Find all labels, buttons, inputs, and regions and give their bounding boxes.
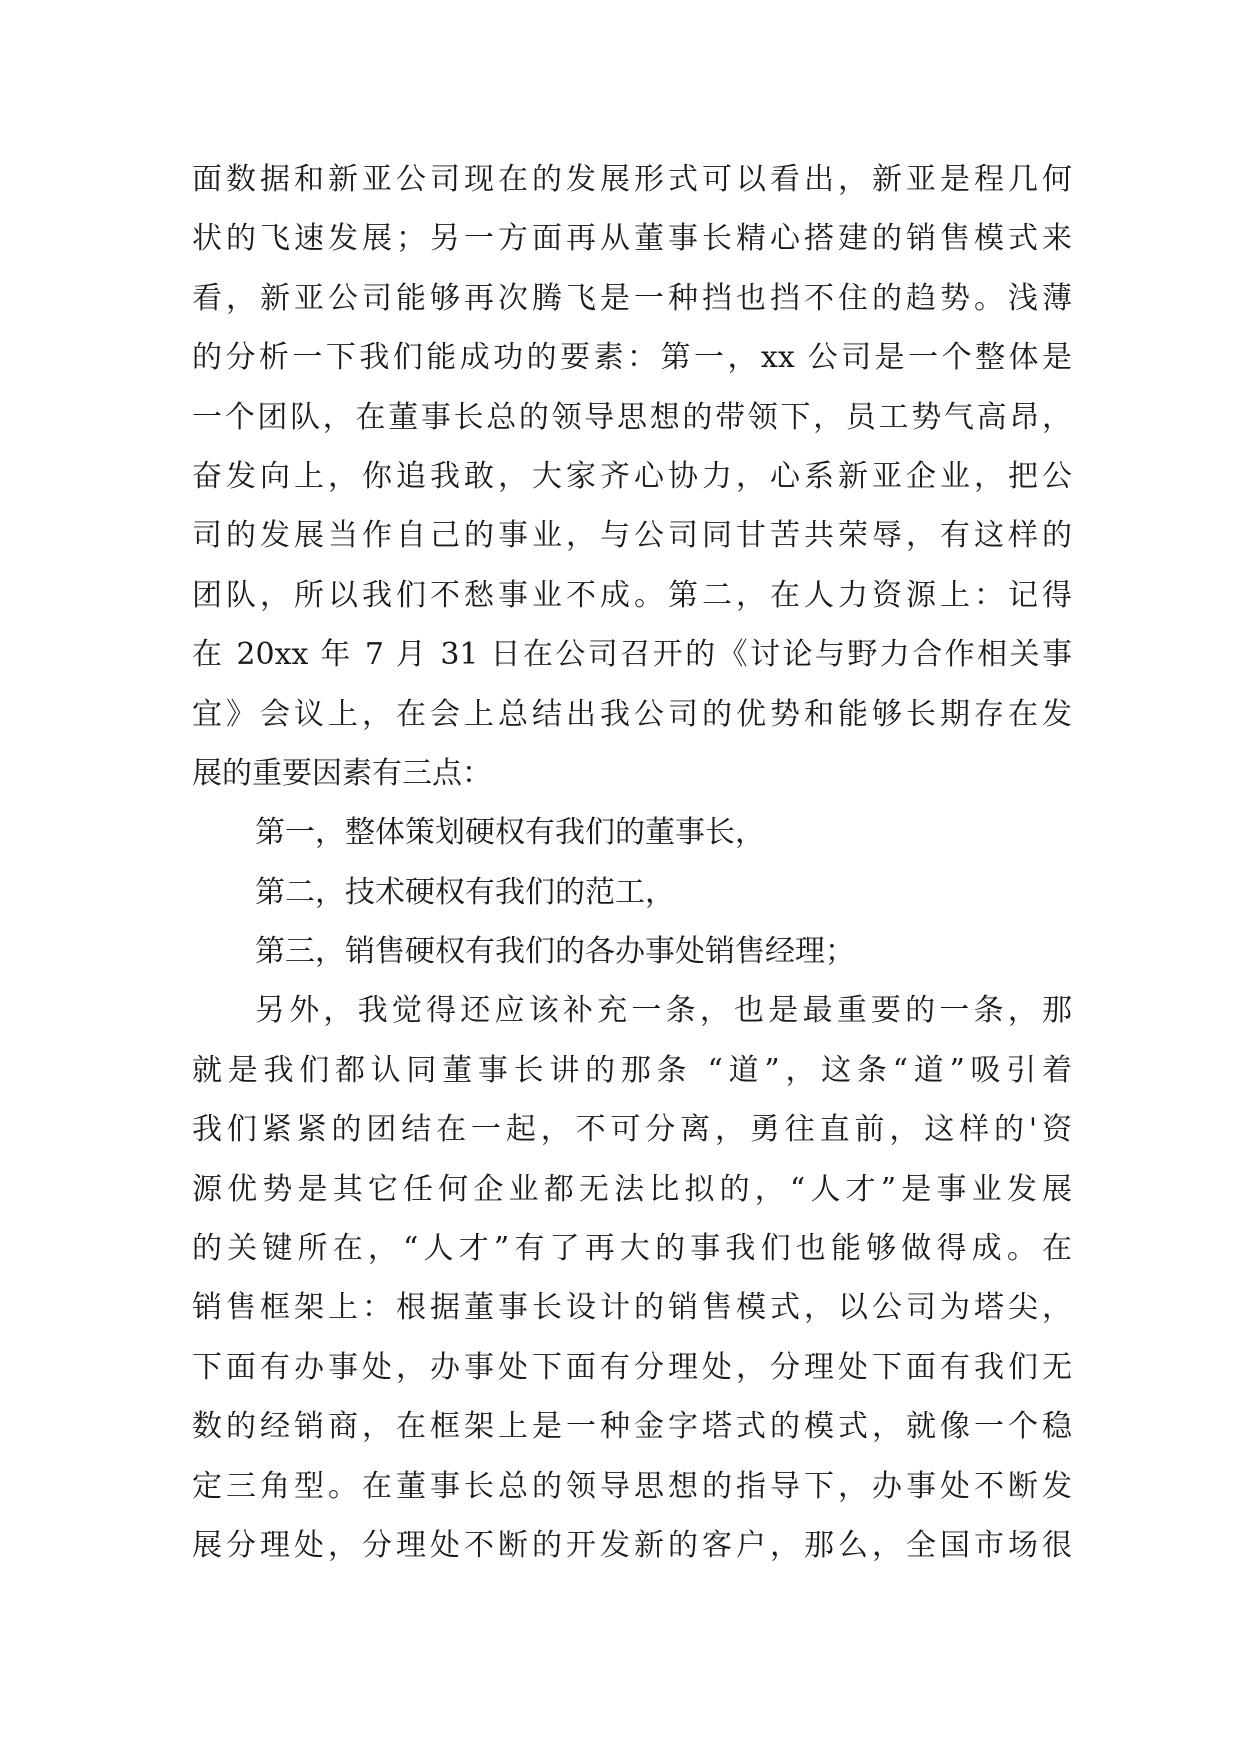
text-line: 面数据和新亚公司现在的发展形式可以看出，新亚是程几何 [192, 162, 1072, 197]
list-item: 第三，销售硬权有我们的各办事处销售经理； [255, 934, 855, 970]
list-item: 第一，整体策划硬权有我们的董事长， [255, 815, 765, 851]
text-line: 数的经销商，在框架上是一种金字塔式的模式，就像一个稳 [192, 1409, 1072, 1445]
text-line: 下面有办事处，办事处下面有分理处，分理处下面有我们无 [192, 1349, 1072, 1385]
text-line: 定三角型。在董事长总的领导思想的指导下，办事处不断发 [192, 1468, 1072, 1504]
text-line: 司的发展当作自己的事业，与公司同甘苦共荣辱，有这样的 [192, 518, 1072, 554]
text-line: 的分析一下我们能成功的要素：第一，xx 公司是一个整体是 [192, 340, 1072, 376]
text-line: 就是我们都认同董事长讲的那条 “道”，这条“道”吸引着 [192, 1052, 1072, 1088]
text-line: 的关键所在，“人才”有了再大的事我们也能够做得成。在 [192, 1231, 1072, 1267]
text-line: 源优势是其它任何企业都无法比拟的，“人才”是事业发展 [192, 1171, 1072, 1207]
text-line: 宜》会议上，在会上总结出我公司的优势和能够长期存在发 [192, 696, 1072, 732]
list-item: 第二，技术硬权有我们的范工， [255, 874, 675, 910]
paragraph-start: 另外，我觉得还应该补充一条，也是最重要的一条，那 [255, 993, 1072, 1029]
text-line: 展的重要因素有三点： [192, 755, 492, 791]
text-line: 展分理处，分理处不断的开发新的客户，那么，全国市场很 [192, 1527, 1072, 1563]
text-line: 我们紧紧的团结在一起，不可分离，勇往直前，这样的'资 [192, 1112, 1072, 1148]
text-line: 团队，所以我们不愁事业不成。第二，在人力资源上：记得 [192, 577, 1072, 613]
body-text [192, 150, 1072, 1575]
text-line: 状的飞速发展；另一方面再从董事长精心搭建的销售模式来 [192, 221, 1072, 257]
text-line: 奋发向上，你追我敢，大家齐心协力，心系新亚企业，把公 [192, 458, 1072, 494]
text-line: 一个团队，在董事长总的领导思想的带领下，员工势气高昂， [192, 399, 1072, 435]
text-line: 在 20xx 年 7 月 31 日在公司召开的《讨论与野力合作相关事 [192, 637, 1072, 673]
text-line: 销售框架上：根据董事长设计的销售模式，以公司为塔尖， [192, 1290, 1072, 1326]
text-line: 看，新亚公司能够再次腾飞是一种挡也挡不住的趋势。浅薄 [192, 280, 1072, 316]
